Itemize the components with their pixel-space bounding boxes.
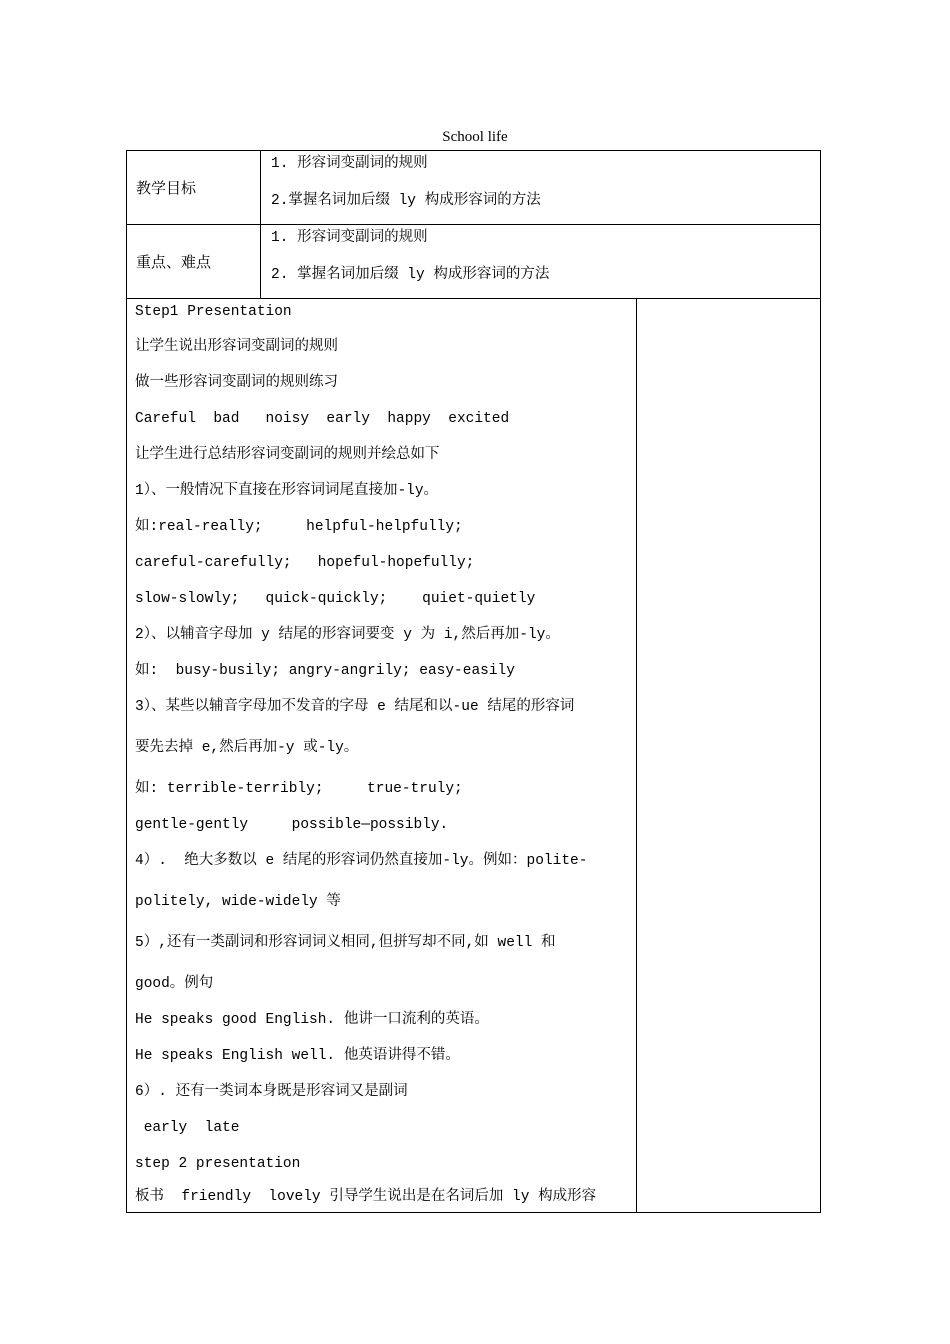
procedure-line: early late <box>135 1120 240 1136</box>
procedure-line: 如: terrible-terribly; true-truly; <box>135 781 463 797</box>
key-points-content <box>261 225 821 299</box>
page-title: School life <box>442 129 508 145</box>
procedure-line: 6）. 还有一类词本身既是形容词又是副词 <box>135 1084 408 1100</box>
objectives-content <box>261 151 821 225</box>
procedure-line: 5）,还有一类副词和形容词词义相同,但拼写却不同,如 well 和 <box>135 935 556 951</box>
procedure-row <box>127 299 821 1213</box>
notes-column <box>637 299 821 1213</box>
procedure-line: 1）、一般情况下直接在形容词词尾直接加-ly。 <box>135 483 439 499</box>
procedure-line: good。例句 <box>135 976 214 992</box>
objectives-label-cell <box>127 151 261 225</box>
key-points-label-cell <box>127 225 261 299</box>
lesson-plan-table <box>126 150 821 1213</box>
procedure-line: Careful bad noisy early happy excited <box>135 411 510 427</box>
procedure-line: 让学生说出形容词变副词的规则 <box>135 339 338 355</box>
procedure-line: 3）、某些以辅音字母加不发音的字母 e 结尾和以-ue 结尾的形容词 <box>135 699 575 715</box>
procedure-line: step 2 presentation <box>135 1156 301 1172</box>
procedure-line: 做一些形容词变副词的规则练习 <box>135 375 338 391</box>
objectives-row <box>127 151 821 225</box>
key-points-label: 重点、难点 <box>136 255 212 272</box>
procedure-line: He speaks English well. 他英语讲得不错。 <box>135 1048 460 1064</box>
key-points-row <box>127 225 821 299</box>
objective-item: 1. 形容词变副词的规则 <box>271 156 428 172</box>
procedure-line: 如: busy-busily; angry-angrily; easy-easily <box>135 663 515 679</box>
procedure-line: Step1 Presentation <box>135 304 292 320</box>
procedure-line: gentle-gently possible—possibly. <box>135 817 449 833</box>
procedure-line: 板书 friendly lovely 引导学生说出是在名词后加 ly 构成形容 <box>135 1189 597 1205</box>
procedure-content <box>127 299 637 1213</box>
procedure-line: 如:real-really; helpful-helpfully; <box>135 519 463 535</box>
procedure-line: He speaks good English. 他讲一口流利的英语。 <box>135 1012 489 1028</box>
objectives-label: 教学目标 <box>136 181 197 198</box>
procedure-line: careful-carefully; hopeful-hopefully; <box>135 555 475 571</box>
procedure-line: 4）. 绝大多数以 e 结尾的形容词仍然直接加-ly。例如：polite- <box>135 853 588 869</box>
procedure-line: 让学生进行总结形容词变副词的规则并绘总如下 <box>135 447 440 463</box>
procedure-line: politely, wide-widely 等 <box>135 894 341 910</box>
objective-item: 2.掌握名词加后缀 ly 构成形容词的方法 <box>271 193 541 209</box>
key-point-item: 2. 掌握名词加后缀 ly 构成形容词的方法 <box>271 267 550 283</box>
procedure-line: slow-slowly; quick-quickly; quiet-quietly <box>135 591 536 607</box>
procedure-line: 2）、以辅音字母加 y 结尾的形容词要变 y 为 i,然后再加-ly。 <box>135 627 560 643</box>
key-point-item: 1. 形容词变副词的规则 <box>271 230 428 246</box>
procedure-line: 要先去掉 e,然后再加-y 或-ly。 <box>135 740 359 756</box>
